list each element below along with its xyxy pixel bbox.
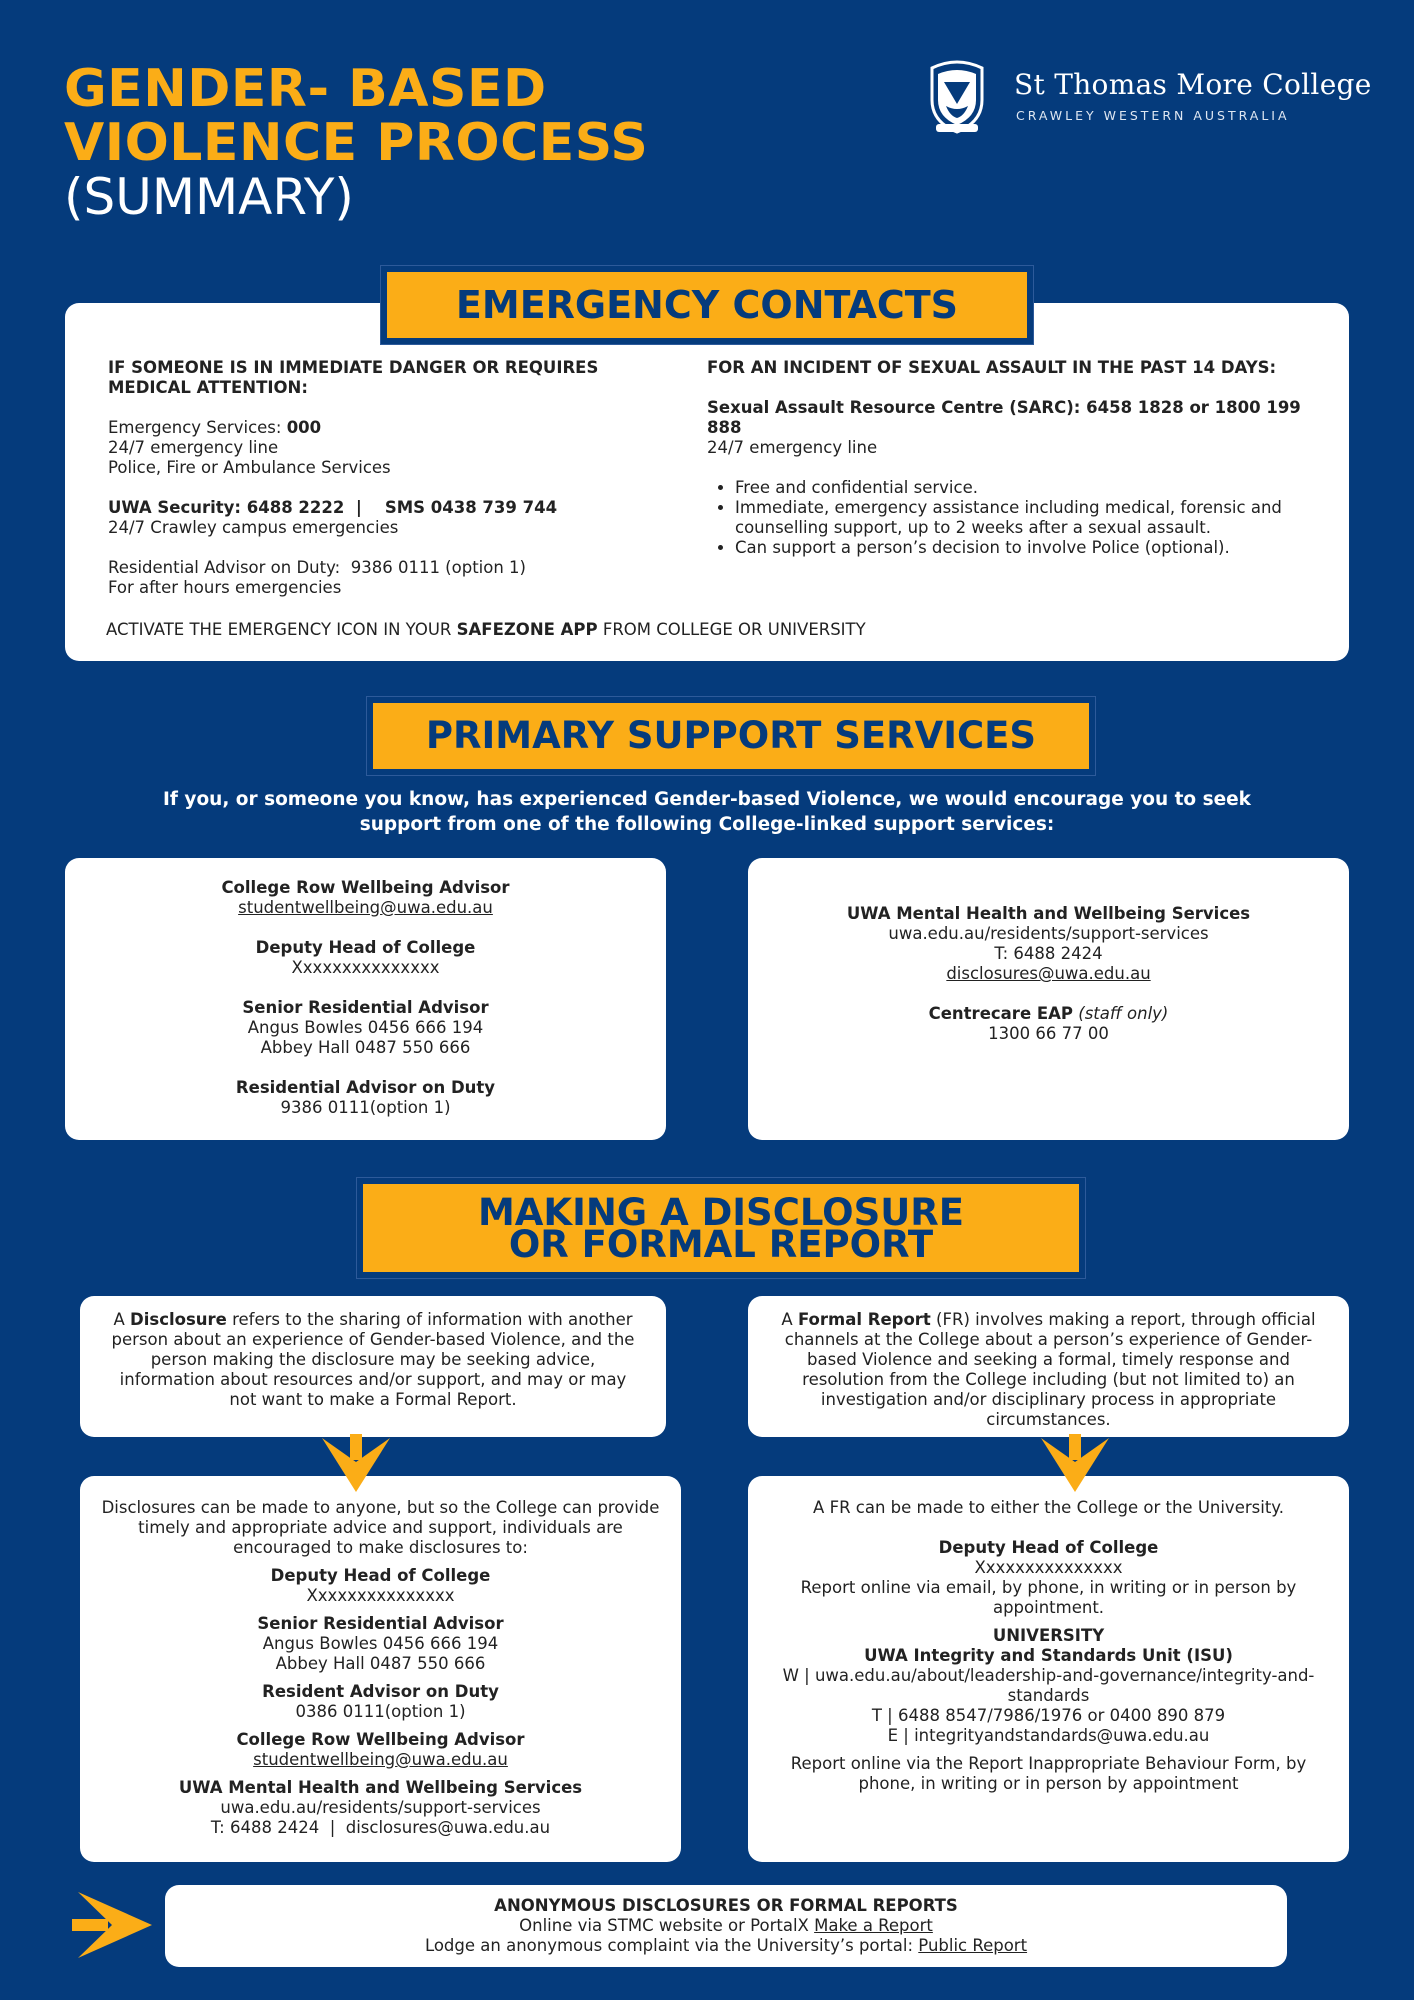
anonymous-line-2: Lodge an anonymous complaint via the University’s portal: Public Report xyxy=(424,1936,1028,1955)
list-item: • Can support a person’s decision to involve Police (optional). xyxy=(735,538,1317,558)
uwa-security-desc: 24/7 Crawley campus emergencies xyxy=(108,518,399,537)
formal-report-intro: A FR can be made to either the College or the University. xyxy=(813,1498,1284,1517)
title-line-1: GENDER- BASED xyxy=(64,59,547,119)
arrow-down-icon xyxy=(320,1434,392,1494)
emergency-services-line-3: Police, Fire or Ambulance Services xyxy=(108,458,391,477)
dhc-title: Deputy Head of College xyxy=(270,1566,491,1585)
dhc-title: Deputy Head of College xyxy=(938,1538,1159,1557)
sra-line-1: Angus Bowles 0456 666 194 xyxy=(262,1634,499,1653)
primary-left-card xyxy=(65,858,666,1140)
uwa-mh-url: uwa.edu.au/residents/support-services xyxy=(220,1798,541,1817)
sra-line-2: Abbey Hall 0487 550 666 xyxy=(275,1654,486,1673)
safezone-pre: ACTIVATE THE EMERGENCY ICON IN YOUR xyxy=(106,620,457,639)
emergency-services-line-2: 24/7 emergency line xyxy=(108,438,279,457)
emergency-services-label: Emergency Services: xyxy=(108,418,287,437)
eap-note: (staff only) xyxy=(1073,1004,1169,1023)
sra-title: Senior Residential Advisor xyxy=(242,998,489,1017)
sexual-assault-heading: FOR AN INCIDENT OF SEXUAL ASSAULT IN THE PAST 14 DAYS: xyxy=(707,358,1277,377)
arrow-down-icon xyxy=(1039,1434,1111,1494)
primary-banner xyxy=(366,696,1096,776)
sarc-bullet-list xyxy=(707,478,1317,558)
sarc-line: Sexual Assault Resource Centre (SARC): 6458 1828 or 1800 199 888 xyxy=(707,398,1301,437)
title-line-2: VIOLENCE PROCESS xyxy=(64,113,649,173)
college-logo xyxy=(922,60,1372,140)
college-tagline: CRAWLEY WESTERN AUSTRALIA xyxy=(1016,108,1290,123)
uwa-security-line: UWA Security: 6488 2222 | SMS 0438 739 744 xyxy=(108,498,558,517)
disclosure-banner-label xyxy=(363,1184,1079,1272)
dhc-value: Xxxxxxxxxxxxxxx xyxy=(974,1558,1123,1577)
crw-email-link[interactable]: studentwellbeing@uwa.edu.au xyxy=(253,1750,508,1769)
make-a-report-link[interactable]: Make a Report xyxy=(814,1916,933,1935)
page-header xyxy=(64,59,764,226)
emergency-banner-label: EMERGENCY CONTACTS xyxy=(387,272,1027,338)
disclosure-contacts-card xyxy=(80,1476,681,1862)
anonymous-card xyxy=(165,1885,1287,1967)
list-item: • Immediate, emergency assistance including medical, forensic and counselling support, up to 2 weeks after a sexual assault. xyxy=(735,498,1317,538)
primary-intro: If you, or someone you know, has experienced Gender-based Violence, we would encourage you to seek support from one of the following College-linked support services: xyxy=(163,789,1251,835)
emergency-services-number: 000 xyxy=(286,418,322,437)
safezone-line xyxy=(106,620,1106,640)
dhc-value: Xxxxxxxxxxxxxxx xyxy=(306,1586,455,1605)
safezone-app: SAFEZONE APP xyxy=(456,620,598,639)
public-report-link[interactable]: Public Report xyxy=(918,1936,1028,1955)
disclosure-banner-line-1: MAKING A DISCLOSURE xyxy=(477,1191,965,1234)
disclosure-banner xyxy=(356,1177,1086,1279)
formal-report-definition-card xyxy=(748,1296,1349,1437)
uwa-mh-title: UWA Mental Health and Wellbeing Services xyxy=(846,904,1251,923)
disclosure-banner-line-2: OR FORMAL REPORT xyxy=(508,1223,934,1266)
rad-value: 9386 0111(option 1) xyxy=(280,1098,451,1117)
ra-duty-line: Residential Advisor on Duty: 9386 0111 (option 1) xyxy=(108,558,526,577)
disclosure-definition: A Disclosure refers to the sharing of information with another person about an experience of Gender-based Violence, and the person making the disclosure may be seeking advice, information about resources and/or support, and may or may not want to make a Formal Report. xyxy=(111,1310,635,1409)
disclosure-term: Disclosure xyxy=(130,1310,227,1329)
rad-value: 0386 0111(option 1) xyxy=(295,1702,466,1721)
rad-title: Resident Advisor on Duty xyxy=(262,1682,499,1701)
uwa-mh-phone: T: 6488 2424 xyxy=(994,944,1103,963)
disclosure-definition-card xyxy=(80,1296,666,1437)
primary-right-card xyxy=(748,858,1349,1140)
eap-title: Centrecare EAP xyxy=(928,1004,1074,1023)
isu-phone: T | 6488 8547/7986/1976 or 0400 890 879 xyxy=(871,1706,1226,1725)
crw-title: College Row Wellbeing Advisor xyxy=(236,1730,525,1749)
title-line-3: (SUMMARY) xyxy=(64,168,354,226)
rad-title: Residential Advisor on Duty xyxy=(235,1078,496,1097)
emergency-services-line xyxy=(108,418,668,438)
eap-line xyxy=(748,1004,1349,1024)
emergency-right-column xyxy=(707,358,1317,558)
formal-report-contacts-card xyxy=(748,1476,1349,1862)
arrow-right-icon xyxy=(72,1890,154,1960)
uwa-mh-title: UWA Mental Health and Wellbeing Services xyxy=(178,1778,583,1797)
emergency-left-column xyxy=(108,358,668,598)
dhc-title: Deputy Head of College xyxy=(255,938,476,957)
uwa-mh-url: uwa.edu.au/residents/support-services xyxy=(888,924,1209,943)
isu-email: E | integrityandstandards@uwa.edu.au xyxy=(887,1726,1210,1745)
university-title: UNIVERSITY xyxy=(992,1626,1105,1645)
formal-report-term: Formal Report xyxy=(797,1310,931,1329)
dhc-value: Xxxxxxxxxxxxxxx xyxy=(291,958,440,977)
college-name: St Thomas More College xyxy=(1014,68,1372,101)
list-item: • Free and confidential service. xyxy=(735,478,1317,498)
emergency-banner xyxy=(380,265,1034,345)
isu-web: W | uwa.edu.au/about/leadership-and-governance/integrity-and-standards xyxy=(782,1666,1315,1705)
college-crest-icon xyxy=(922,60,992,136)
ra-duty-desc: For after hours emergencies xyxy=(108,578,342,597)
anonymous-line-1: Online via STMC website or PortalX Make a Report xyxy=(519,1916,933,1935)
formal-report-definition: A Formal Report (FR) involves making a report, through official channels at the College about a person’s experience of Gender-based Violence and seeking a formal, timely response and resolution from the College including (but not limited to) an investigation and/or disciplinary process in appropriate circumstances. xyxy=(781,1310,1316,1429)
sra-line-2: Abbey Hall 0487 550 666 xyxy=(260,1038,471,1057)
anonymous-title: ANONYMOUS DISCLOSURES OR FORMAL REPORTS xyxy=(494,1896,958,1915)
primary-banner-label: PRIMARY SUPPORT SERVICES xyxy=(373,703,1089,769)
isu-title: UWA Integrity and Standards Unit (ISU) xyxy=(864,1646,1233,1665)
safezone-post: FROM COLLEGE OR UNIVERSITY xyxy=(597,620,866,639)
sra-title: Senior Residential Advisor xyxy=(257,1614,504,1633)
danger-heading: IF SOMEONE IS IN IMMEDIATE DANGER OR REQUIRES MEDICAL ATTENTION: xyxy=(108,358,599,397)
eap-phone: 1300 66 77 00 xyxy=(988,1024,1109,1043)
disclosure-contacts-intro: Disclosures can be made to anyone, but so the College can provide timely and appropriate advice and support, individuals are encouraged to make disclosures to: xyxy=(101,1498,660,1557)
dhc-note: Report online via email, by phone, in writing or in person by appointment. xyxy=(800,1578,1297,1617)
crw-title: College Row Wellbeing Advisor xyxy=(221,878,510,897)
isu-note: Report online via the Report Inappropriate Behaviour Form, by phone, in writing or in person by appointment xyxy=(790,1754,1307,1793)
sarc-desc: 24/7 emergency line xyxy=(707,438,878,457)
sra-line-1: Angus Bowles 0456 666 194 xyxy=(247,1018,484,1037)
uwa-mh-contact: T: 6488 2424 | disclosures@uwa.edu.au xyxy=(210,1818,551,1837)
uwa-mh-email-link[interactable]: disclosures@uwa.edu.au xyxy=(946,964,1151,983)
crw-email-link[interactable]: studentwellbeing@uwa.edu.au xyxy=(238,898,493,917)
